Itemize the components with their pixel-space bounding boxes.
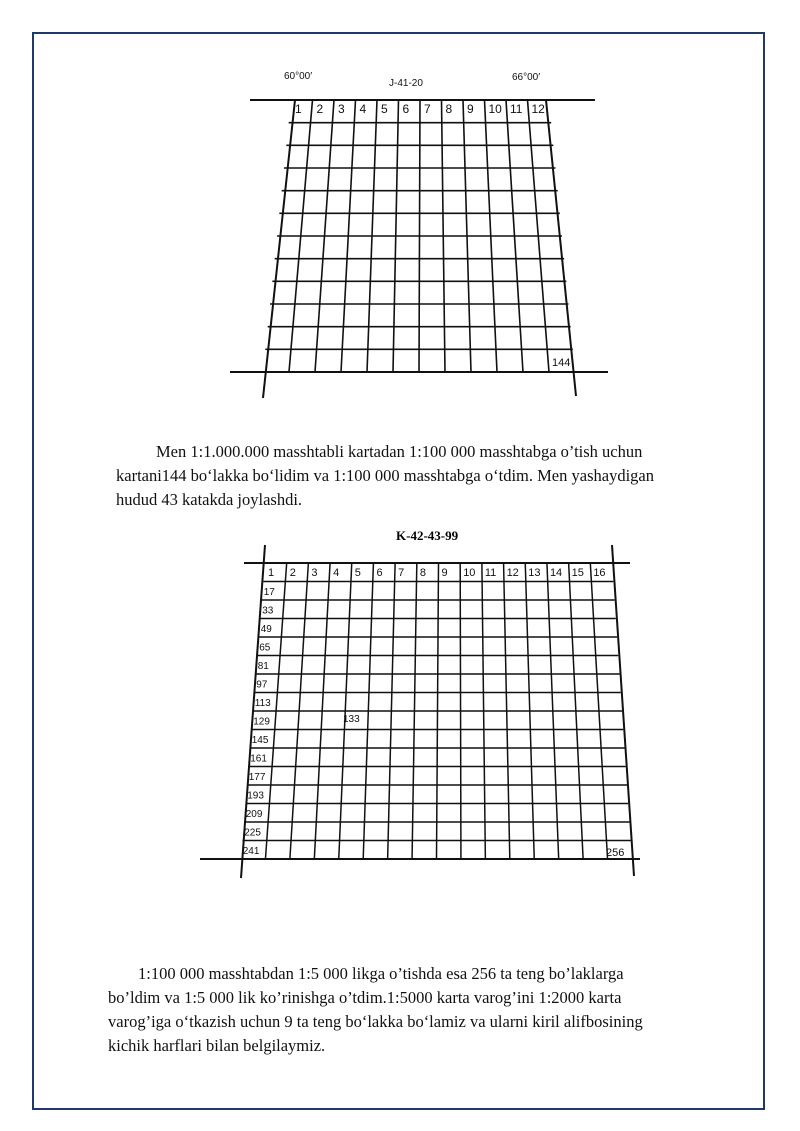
map1-left-meridian: 60°00′ xyxy=(284,71,313,82)
map2-column-number: 6 xyxy=(376,567,383,579)
map2-column-number: 12 xyxy=(506,567,519,579)
paragraph-1-line-2: kartani144 bo‘lakka bo‘lidim va 1:100 000 masshtabga o‘tdim. Men yashaydigan xyxy=(116,466,654,485)
map2-row-number: 241 xyxy=(242,845,260,857)
map2-column-number: 3 xyxy=(311,567,318,579)
paragraph-2-line-4: kichik harflari bilan belgilaymiz. xyxy=(108,1036,326,1055)
paragraph-2-line-3: varog’iga o‘tkazish uchun 9 ta teng bo‘lakka bo‘lamiz va ularni kiril alifbosining xyxy=(108,1012,643,1031)
map2-column-number: 4 xyxy=(333,567,340,579)
map2-row-number: 49 xyxy=(260,623,272,635)
map2-column-number: 16 xyxy=(593,567,606,579)
paragraph-2-line-2: bo’ldim va 1:5 000 lik ko’rinishga o’tdim.1:5000 karta varog’ini 1:2000 karta xyxy=(108,988,622,1007)
map2-column-number: 11 xyxy=(484,567,497,579)
map2-last-cell: 256 xyxy=(606,847,625,859)
map2-column-number: 1 xyxy=(268,567,275,579)
map1-column-number: 11 xyxy=(510,102,523,116)
map2-row-number: 129 xyxy=(253,716,270,728)
map2-row-number: 145 xyxy=(251,734,269,746)
map2-column-number: 9 xyxy=(441,567,448,579)
map2-sheet-label: K-42-43-99 xyxy=(396,528,459,543)
map1-column-number: 2 xyxy=(316,102,324,116)
map2-column-number: 5 xyxy=(354,567,361,579)
map2-row-number: 161 xyxy=(250,753,267,765)
map2-column-number: 14 xyxy=(549,567,563,579)
map1-column-number: 10 xyxy=(488,102,502,116)
map2-row-number: 225 xyxy=(244,827,261,839)
map2-column-number: 2 xyxy=(289,567,296,579)
map2-row-number: 113 xyxy=(254,697,271,709)
map2-row-number: 209 xyxy=(245,808,263,820)
paragraph-1-line-3: hudud 43 katakda joylashdi. xyxy=(116,490,303,509)
map2-highlight-cell: 133 xyxy=(343,714,360,725)
map1-column-number: 5 xyxy=(381,102,388,116)
map1-column-number: 6 xyxy=(402,102,410,116)
map1-column-number: 7 xyxy=(424,102,431,116)
map2-column-number: 15 xyxy=(571,567,584,579)
map1-last-cell: 144 xyxy=(552,357,571,369)
paragraph-2-line-1: 1:100 000 masshtabdan 1:5 000 likga o’tishda esa 256 ta teng bo’laklarga xyxy=(138,964,624,983)
map1-column-number: 3 xyxy=(338,102,345,116)
map2-column-number: 13 xyxy=(528,567,541,579)
map2-row-number: 177 xyxy=(248,771,266,783)
map2-row-number: 65 xyxy=(259,642,271,654)
map2-row-number: 33 xyxy=(262,605,274,617)
map1-right-meridian: 66°00′ xyxy=(512,72,541,83)
map2-row-number: 97 xyxy=(256,679,268,691)
map1-column-number: 8 xyxy=(445,102,453,116)
map2-row-number: 193 xyxy=(247,790,264,802)
map2-row-number: 81 xyxy=(257,660,269,672)
map1-sheet-label: J-41-20 xyxy=(389,78,423,89)
map2-row-number: 17 xyxy=(263,586,275,598)
map1-column-number: 1 xyxy=(295,102,302,116)
map2-column-number: 10 xyxy=(463,567,476,579)
map2-column-number: 7 xyxy=(398,567,405,579)
map1-column-number: 9 xyxy=(467,102,474,116)
paragraph-2 xyxy=(108,962,738,1058)
map1-column-number: 4 xyxy=(359,102,367,116)
map2-column-number: 8 xyxy=(419,567,426,579)
map1-column-number: 12 xyxy=(531,102,545,116)
paragraph-1-line-1: Men 1:1.000.000 masshtabli kartadan 1:100 000 masshtabga o’tish uchun xyxy=(156,442,643,461)
